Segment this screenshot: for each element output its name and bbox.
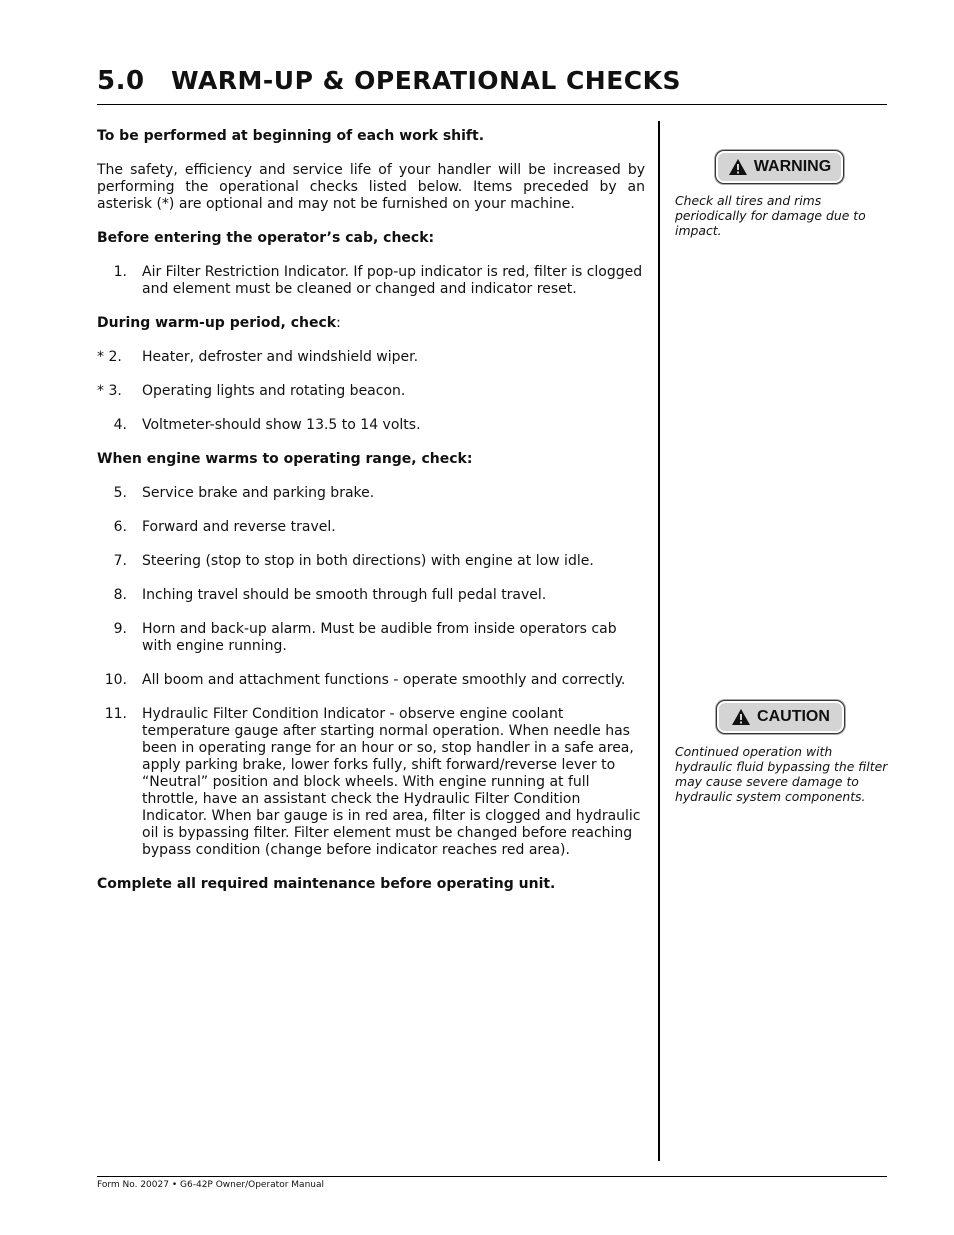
footer-manual-title: G6-42P Owner/Operator Manual (180, 1180, 324, 1190)
item-number: 1. (113, 264, 127, 280)
item-number: 5. (113, 485, 127, 501)
caution-badge (716, 700, 845, 734)
check-item (97, 417, 645, 434)
warning-label: WARNING (753, 158, 832, 175)
item-number: 8. (113, 587, 127, 603)
caution-note: Continued operation with hydraulic fluid bypassing the filter may cause severe damage to hydraulic system components. (675, 744, 888, 804)
warning-triangle-icon (731, 708, 751, 726)
item-text: Operating lights and rotating beacon. (142, 383, 406, 399)
section-heading (97, 62, 887, 105)
item-text: Air Filter Restriction Indicator. If pop-up indicator is red, filter is clogged and element must be cleaned or changed and indicator reset. (142, 264, 643, 297)
item-number: 7. (113, 553, 127, 569)
check-item (97, 672, 645, 689)
item-text: Voltmeter-should show 13.5 to 14 volts. (142, 417, 421, 433)
section-heading-before-cab: Before entering the operator’s cab, check: (97, 230, 435, 246)
footer-rule (97, 1176, 887, 1177)
section-title: WARM-UP & OPERATIONAL CHECKS (171, 66, 682, 95)
warning-note: Check all tires and rims periodically for damage due to impact. (675, 193, 866, 238)
item-number: * 2. (97, 349, 122, 365)
check-item (97, 485, 645, 502)
warning-triangle-icon (728, 158, 748, 176)
check-item (97, 621, 645, 655)
check-item (97, 349, 645, 366)
item-number: 11. (104, 706, 127, 722)
item-text: Inching travel should be smooth through full pedal travel. (142, 587, 547, 603)
section-heading-warm-up (97, 315, 645, 332)
check-item (97, 519, 645, 536)
item-number: 9. (113, 621, 127, 637)
item-text: All boom and attachment functions - operate smoothly and correctly. (142, 672, 626, 688)
footer-separator: • (171, 1180, 178, 1190)
section-heading-operating-range: When engine warms to operating range, check: (97, 451, 473, 467)
section-heading-warm-up-text: During warm-up period, check (97, 315, 337, 331)
page-footer (97, 1180, 324, 1191)
main-column (97, 128, 645, 910)
check-item (97, 264, 645, 298)
check-item (97, 706, 645, 859)
item-text: Service brake and parking brake. (142, 485, 375, 501)
check-item (97, 383, 645, 400)
closing-statement: Complete all required maintenance before operating unit. (97, 876, 556, 892)
item-text: Steering (stop to stop in both directions) with engine at low idle. (142, 553, 594, 569)
section-number: 5.0 (97, 66, 145, 96)
caution-label: CAUTION (757, 708, 830, 725)
warning-badge (715, 150, 844, 184)
intro-paragraph: The safety, efficiency and service life of your handler will be increased by performing the operational checks listed below. Items preceded by an asterisk (*) are optional and may not be furnished on your machine. (97, 162, 645, 212)
item-number: 6. (113, 519, 127, 535)
intro-lead: To be performed at beginning of each work shift. (97, 128, 485, 144)
item-text: Forward and reverse travel. (142, 519, 336, 535)
section-heading-warm-up-colon: : (336, 315, 341, 331)
item-text: Heater, defroster and windshield wiper. (142, 349, 419, 365)
item-text: Horn and back-up alarm. Must be audible from inside operators cab with engine running. (142, 621, 617, 654)
check-item (97, 553, 645, 570)
check-item (97, 587, 645, 604)
item-number: 10. (104, 672, 127, 688)
column-divider (658, 121, 660, 1161)
footer-form-number: Form No. 20027 (97, 1180, 169, 1190)
item-number: 4. (113, 417, 127, 433)
item-text: Hydraulic Filter Condition Indicator - observe engine coolant temperature gauge after starting normal operation. When needle has been in operating range for an hour or so, stop handler in a safe area, apply parking brake, lower forks fully, shift forward/reverse lever to “Neutral” position and block wheels. With engine running at full throttle, have an assistant check the Hydraulic Filter Condition Indicator. When bar gauge is in red area, filter is clogged and hydraulic oil is bypassing filter. Filter element must be changed before reaching bypass condition (change before indicator reaches red area). (142, 706, 641, 858)
item-number: * 3. (97, 383, 122, 399)
